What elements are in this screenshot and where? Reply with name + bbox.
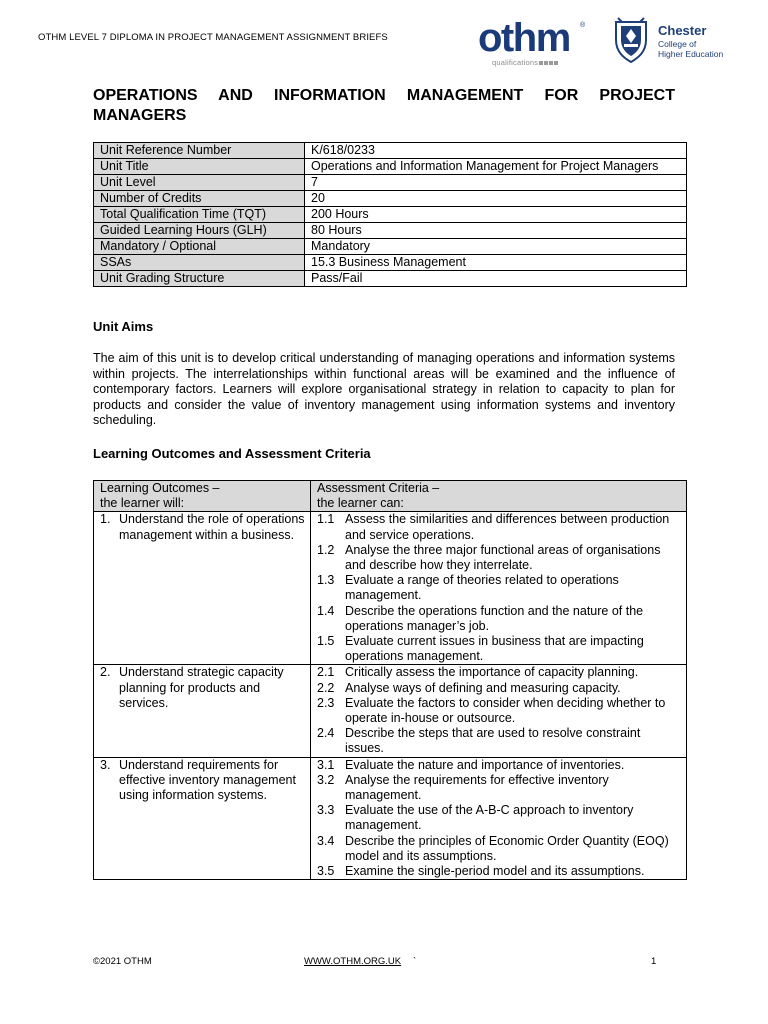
learning-outcomes-table [93,480,687,880]
unit-info-label: Number of Credits [94,191,305,207]
unit-info-table [93,142,687,287]
assessment-criteria-cell [311,757,687,880]
othm-logo-wordmark: othm [478,16,570,60]
criterion-text: Evaluate the nature and importance of inventories. [345,757,625,772]
unit-info-value: 20 [305,191,687,207]
table-row [94,143,687,159]
criterion-number: 1.5 [317,634,335,649]
criterion-text: Evaluate the use of the A-B-C approach to inventory management. [345,803,634,833]
crest-icon [612,16,650,64]
learning-outcomes-heading: Learning Outcomes and Assessment Criteria [93,446,371,461]
outcome-text: Understand the role of operations management within a business. [119,512,305,542]
outcome-number: 1. [100,512,111,527]
unit-info-value: 15.3 Business Management [305,255,687,271]
list-item [317,543,680,573]
list-item [317,726,680,756]
learning-outcome-cell [94,512,311,665]
unit-info-value: Pass/Fail [305,271,687,287]
list-item [317,834,680,864]
criterion-number: 2.1 [317,665,335,680]
criterion-text: Examine the single-period model and its assumptions. [345,864,645,879]
unit-info-value: 200 Hours [305,207,687,223]
table-row [94,239,687,255]
othm-logo-subtitle: qualifications [492,58,558,67]
criterion-number: 3.4 [317,833,335,848]
list-item [317,773,680,803]
table-row [94,255,687,271]
registered-mark: ® [580,22,586,29]
criterion-text: Describe the principles of Economic Order Quantity (EOQ) model and its assumptions. [345,833,669,863]
unit-info-value: 80 Hours [305,223,687,239]
footer-website-link[interactable]: WWW.OTHM.ORG.UK [304,956,402,967]
chester-subtitle: College of Higher Education [658,39,724,59]
list-item [317,803,680,833]
table-header-row [94,481,687,512]
document-header: OTHM LEVEL 7 DIPLOMA IN PROJECT MANAGEMENT ASSIGNMENT BRIEFS [38,32,388,43]
chester-name: Chester [658,23,707,38]
page-title: OPERATIONS AND INFORMATION MANAGEMENT FOR PROJECT MANAGERS [93,87,675,124]
learning-outcome-cell [94,757,311,880]
unit-info-label: Mandatory / Optional [94,239,305,255]
assessment-criteria-cell [311,512,687,665]
criterion-text: Evaluate current issues in business that are impacting operations management. [345,634,644,664]
criterion-text: Analyse the requirements for effective inventory management. [345,772,609,803]
outcome-text: Understand requirements for effective inventory management using information systems. [119,757,296,803]
criterion-text: Evaluate the factors to consider when deciding whether to operate in-house or outsource. [345,695,666,726]
outcome-number: 2. [100,665,111,680]
list-item [317,604,680,634]
criterion-text: Analyse ways of defining and measuring capacity. [345,680,621,695]
othm-logo [478,18,588,70]
table-row [94,159,687,175]
page-number: 1 [651,956,657,967]
unit-info-value: Mandatory [305,239,687,255]
criterion-text: Critically assess the importance of capacity planning. [345,665,639,680]
table-row [94,207,687,223]
unit-aims-text: The aim of this unit is to develop critical understanding of managing operations and information systems within projects. The interrelationships within functional areas will be examined and the influence of contemporary factors. Learners will explore organisational strategy in relation to capacity to plan for products and consider the value of inventory management using information systems and inventory scheduling. [93,351,675,427]
outcome-text: Understand strategic capacity planning for products and services. [119,665,284,710]
list-item [317,665,680,680]
list-item [317,573,680,603]
criterion-number: 3.2 [317,772,335,787]
assessment-criteria-column-header: Assessment Criteria – the learner can: [311,481,687,512]
list-item [317,681,680,696]
criterion-number: 2.3 [317,695,335,710]
unit-info-label: Unit Reference Number [94,143,305,159]
footer-tick: ` [413,956,417,967]
criterion-number: 2.2 [317,680,335,695]
criterion-number: 3.5 [317,864,335,879]
table-row [94,191,687,207]
criterion-number: 3.1 [317,757,335,772]
criterion-text: Analyse the three major functional areas of organisations and describe how they interrelate. [345,542,661,573]
unit-info-label: Total Qualification Time (TQT) [94,207,305,223]
list-item [317,512,680,542]
unit-info-label: Unit Title [94,159,305,175]
unit-info-label: SSAs [94,255,305,271]
table-row [94,175,687,191]
unit-info-label: Guided Learning Hours (GLH) [94,223,305,239]
unit-info-value: Operations and Information Management for Project Managers [305,159,687,175]
criterion-number: 1.2 [317,542,335,557]
criterion-number: 1.1 [317,512,335,527]
list-item [317,758,680,773]
unit-aims-heading: Unit Aims [93,319,154,334]
outcome-number: 3. [100,757,111,772]
criterion-text: Evaluate a range of theories related to operations management. [345,573,619,603]
list-item [317,864,680,879]
unit-info-label: Unit Grading Structure [94,271,305,287]
table-row [94,665,687,757]
footer-copyright: ©2021 OTHM [93,956,152,967]
learning-outcomes-column-header: Learning Outcomes – the learner will: [94,481,311,512]
table-row [94,271,687,287]
criterion-number: 1.4 [317,603,335,618]
criterion-text: Describe the operations function and the nature of the operations manager’s job. [345,603,644,633]
table-row [94,757,687,880]
list-item [317,634,680,664]
unit-info-value: 7 [305,175,687,191]
criterion-text: Assess the similarities and differences between production and service operations. [345,512,670,542]
unit-info-value: K/618/0233 [305,143,687,159]
assessment-criteria-cell [311,665,687,757]
unit-info-label: Unit Level [94,175,305,191]
list-item [317,696,680,726]
chester-college-logo [612,16,742,68]
learning-outcome-cell [94,665,311,757]
table-row [94,512,687,665]
table-row [94,223,687,239]
criterion-number: 1.3 [317,573,335,588]
criterion-text: Describe the steps that are used to resolve constraint issues. [345,726,641,756]
criterion-number: 3.3 [317,803,335,818]
criterion-number: 2.4 [317,726,335,741]
